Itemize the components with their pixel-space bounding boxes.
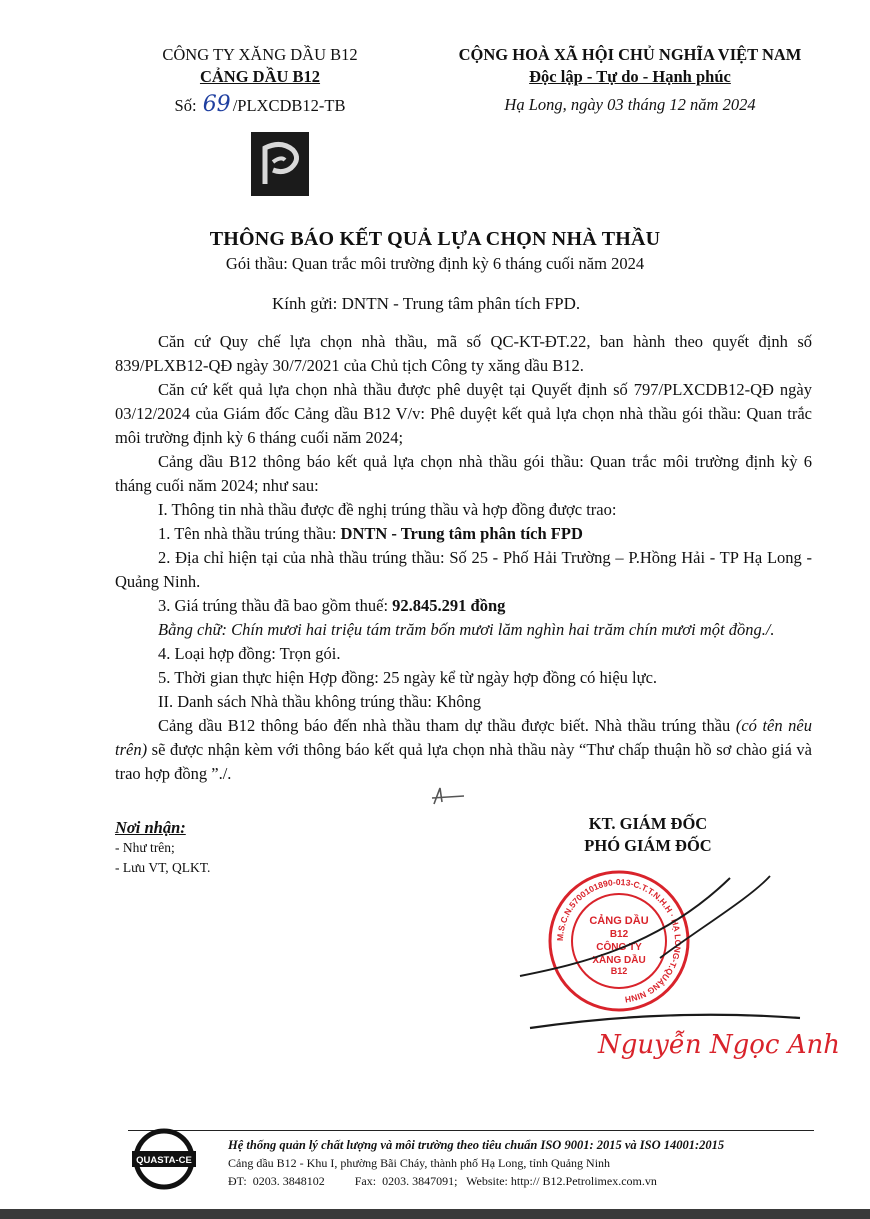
issuer-block bbox=[150, 44, 370, 117]
section-2-heading: II. Danh sách Nhà thầu không trúng thầu: Không bbox=[158, 692, 482, 711]
quasta-logo bbox=[128, 1127, 200, 1191]
stamp-line-4: XĂNG DẦU bbox=[592, 955, 646, 966]
paragraph-legal-basis-1: Căn cứ Quy chế lựa chọn nhà thầu, mã số QC-KT-ĐT.22, ban hành theo quyết định số 839/PLXB12-QĐ ngày 30/7/2021 của Chủ tịch Công ty xăng dầu B12. bbox=[115, 332, 812, 375]
winning-price: 92.845.291 đồng bbox=[392, 596, 506, 615]
item-5-duration: 5. Thời gian thực hiện Hợp đồng: 25 ngày kể từ ngày hợp đồng có hiệu lực. bbox=[158, 668, 658, 687]
signature-line-1: KT. GIÁM ĐỐC bbox=[588, 814, 708, 833]
paragraph-legal-basis-2: Căn cứ kết quả lựa chọn nhà thầu được phê duyệt tại Quyết định số 797/PLXCDB12-QĐ ngày 03/12/2024 của Giám đốc Cảng dầu B12 V/v: Phê duyệt kết quả lựa chọn nhà thầu gói thầu: Quan trắc môi trường định kỳ 6 tháng cuối năm 2024; bbox=[115, 380, 812, 447]
svg-text:QUASTA-CE: QUASTA-CE bbox=[136, 1155, 192, 1166]
recipients-block bbox=[115, 818, 210, 878]
petrolimex-logo bbox=[251, 132, 309, 196]
stamp-line-1: CẢNG DẦU bbox=[589, 915, 649, 927]
footer-address: Cảng dầu B12 - Khu I, phường Bãi Cháy, thành phố Hạ Long, tỉnh Quảng Ninh bbox=[228, 1156, 611, 1170]
handwritten-signature-icon bbox=[510, 868, 810, 1038]
addressee: Kính gửi: DNTN - Trung tâm phân tích FPD. bbox=[272, 294, 581, 313]
national-header bbox=[430, 44, 830, 116]
item-3-price: 3. Giá trúng thầu đã bao gồm thuế: 92.845.291 đồng bbox=[158, 596, 506, 615]
national-motto: Độc lập - Tự do - Hạnh phúc bbox=[529, 67, 731, 86]
item-4-contract-type: 4. Loại hợp đồng: Trọn gói. bbox=[158, 644, 341, 663]
document-title: THÔNG BÁO KẾT QUẢ LỰA CHỌN NHÀ THẦU bbox=[209, 228, 661, 250]
country-name: CỘNG HOÀ XÃ HỘI CHỦ NGHĨA VIỆT NAM bbox=[458, 45, 802, 64]
unit-name: CẢNG DẦU B12 bbox=[199, 67, 321, 86]
initial-mark-icon bbox=[428, 784, 468, 808]
company-name: CÔNG TY XĂNG DẦU B12 bbox=[162, 45, 358, 64]
recipients-heading: Nơi nhận: bbox=[115, 818, 186, 837]
recipient-1: - Như trên; bbox=[115, 840, 175, 855]
signer-name: Nguyễn Ngọc Anh bbox=[598, 1030, 840, 1060]
contractor-name: DNTN - Trung tâm phân tích FPD bbox=[340, 524, 583, 543]
item-2-address: 2. Địa chỉ hiện tại của nhà thầu trúng thầu: Số 25 - Phố Hải Trường – P.Hồng Hải - TP Hạ Long - Quảng Ninh. bbox=[115, 548, 812, 591]
signature-title bbox=[528, 813, 768, 857]
recipient-2: - Lưu VT, QLKT. bbox=[115, 860, 211, 875]
footer-contacts: ĐT: 0203. 3848102 Fax: 0203. 3847091; Website: http:// B12.Petrolimex.com.vn bbox=[228, 1174, 657, 1188]
stamp-line-2: B12 bbox=[609, 929, 629, 940]
stamp-line-3: CÔNG TY bbox=[596, 942, 642, 953]
paragraph-announcement: Cảng dầu B12 thông báo kết quả lựa chọn nhà thầu gói thầu: Quan trắc môi trường định kỳ 6 tháng cuối năm 2024; như sau: bbox=[115, 452, 812, 495]
stamp-ring-text: M.S.C.N.5700101890-013-C.T.T.N.H.H · HẠ LONG-T.QUẢNG NINH bbox=[554, 876, 684, 1005]
document-subtitle: Gói thầu: Quan trắc môi trường định kỳ 6 tháng cuối năm 2024 bbox=[225, 254, 645, 273]
paragraph-closing: Cảng dầu B12 thông báo đến nhà thầu tham dự thầu được biết. Nhà thầu trúng thầu (có tên nêu trên) sẽ được nhận kèm với thông báo kết quả lựa chọn nhà thầu này “Thư chấp thuận hồ sơ chào giá và trao hợp đồng ”./. bbox=[115, 716, 812, 783]
quasta-logo-icon bbox=[128, 1127, 200, 1191]
document-number: Số: 69 /PLXCDB12-TB bbox=[174, 92, 346, 117]
stamp-line-5: B12 bbox=[610, 966, 628, 976]
item-1-contractor: 1. Tên nhà thầu trúng thầu: DNTN - Trung tâm phân tích FPD bbox=[158, 524, 583, 543]
handwritten-number: 69 bbox=[202, 92, 231, 117]
place-date: Hạ Long, ngày 03 tháng 12 năm 2024 bbox=[504, 95, 756, 114]
body-content bbox=[115, 330, 812, 786]
signature-line-2: PHÓ GIÁM ĐỐC bbox=[584, 836, 712, 855]
section-1-heading: I. Thông tin nhà thầu được đề nghị trúng thầu và hợp đồng được trao: bbox=[158, 500, 617, 519]
footer-info bbox=[228, 1136, 828, 1190]
petrolimex-logo-icon bbox=[251, 132, 309, 196]
footer-iso-line: Hệ thống quản lý chất lượng và môi trường theo tiêu chuẩn ISO 9001: 2015 và ISO 14001:2015 bbox=[228, 1138, 725, 1152]
price-in-words: Bằng chữ: Chín mươi hai triệu tám trăm bốn mươi lăm nghìn hai trăm chín mươi một đồng./. bbox=[158, 620, 775, 639]
page-bottom-edge bbox=[0, 1209, 870, 1219]
footer-divider bbox=[128, 1130, 814, 1131]
